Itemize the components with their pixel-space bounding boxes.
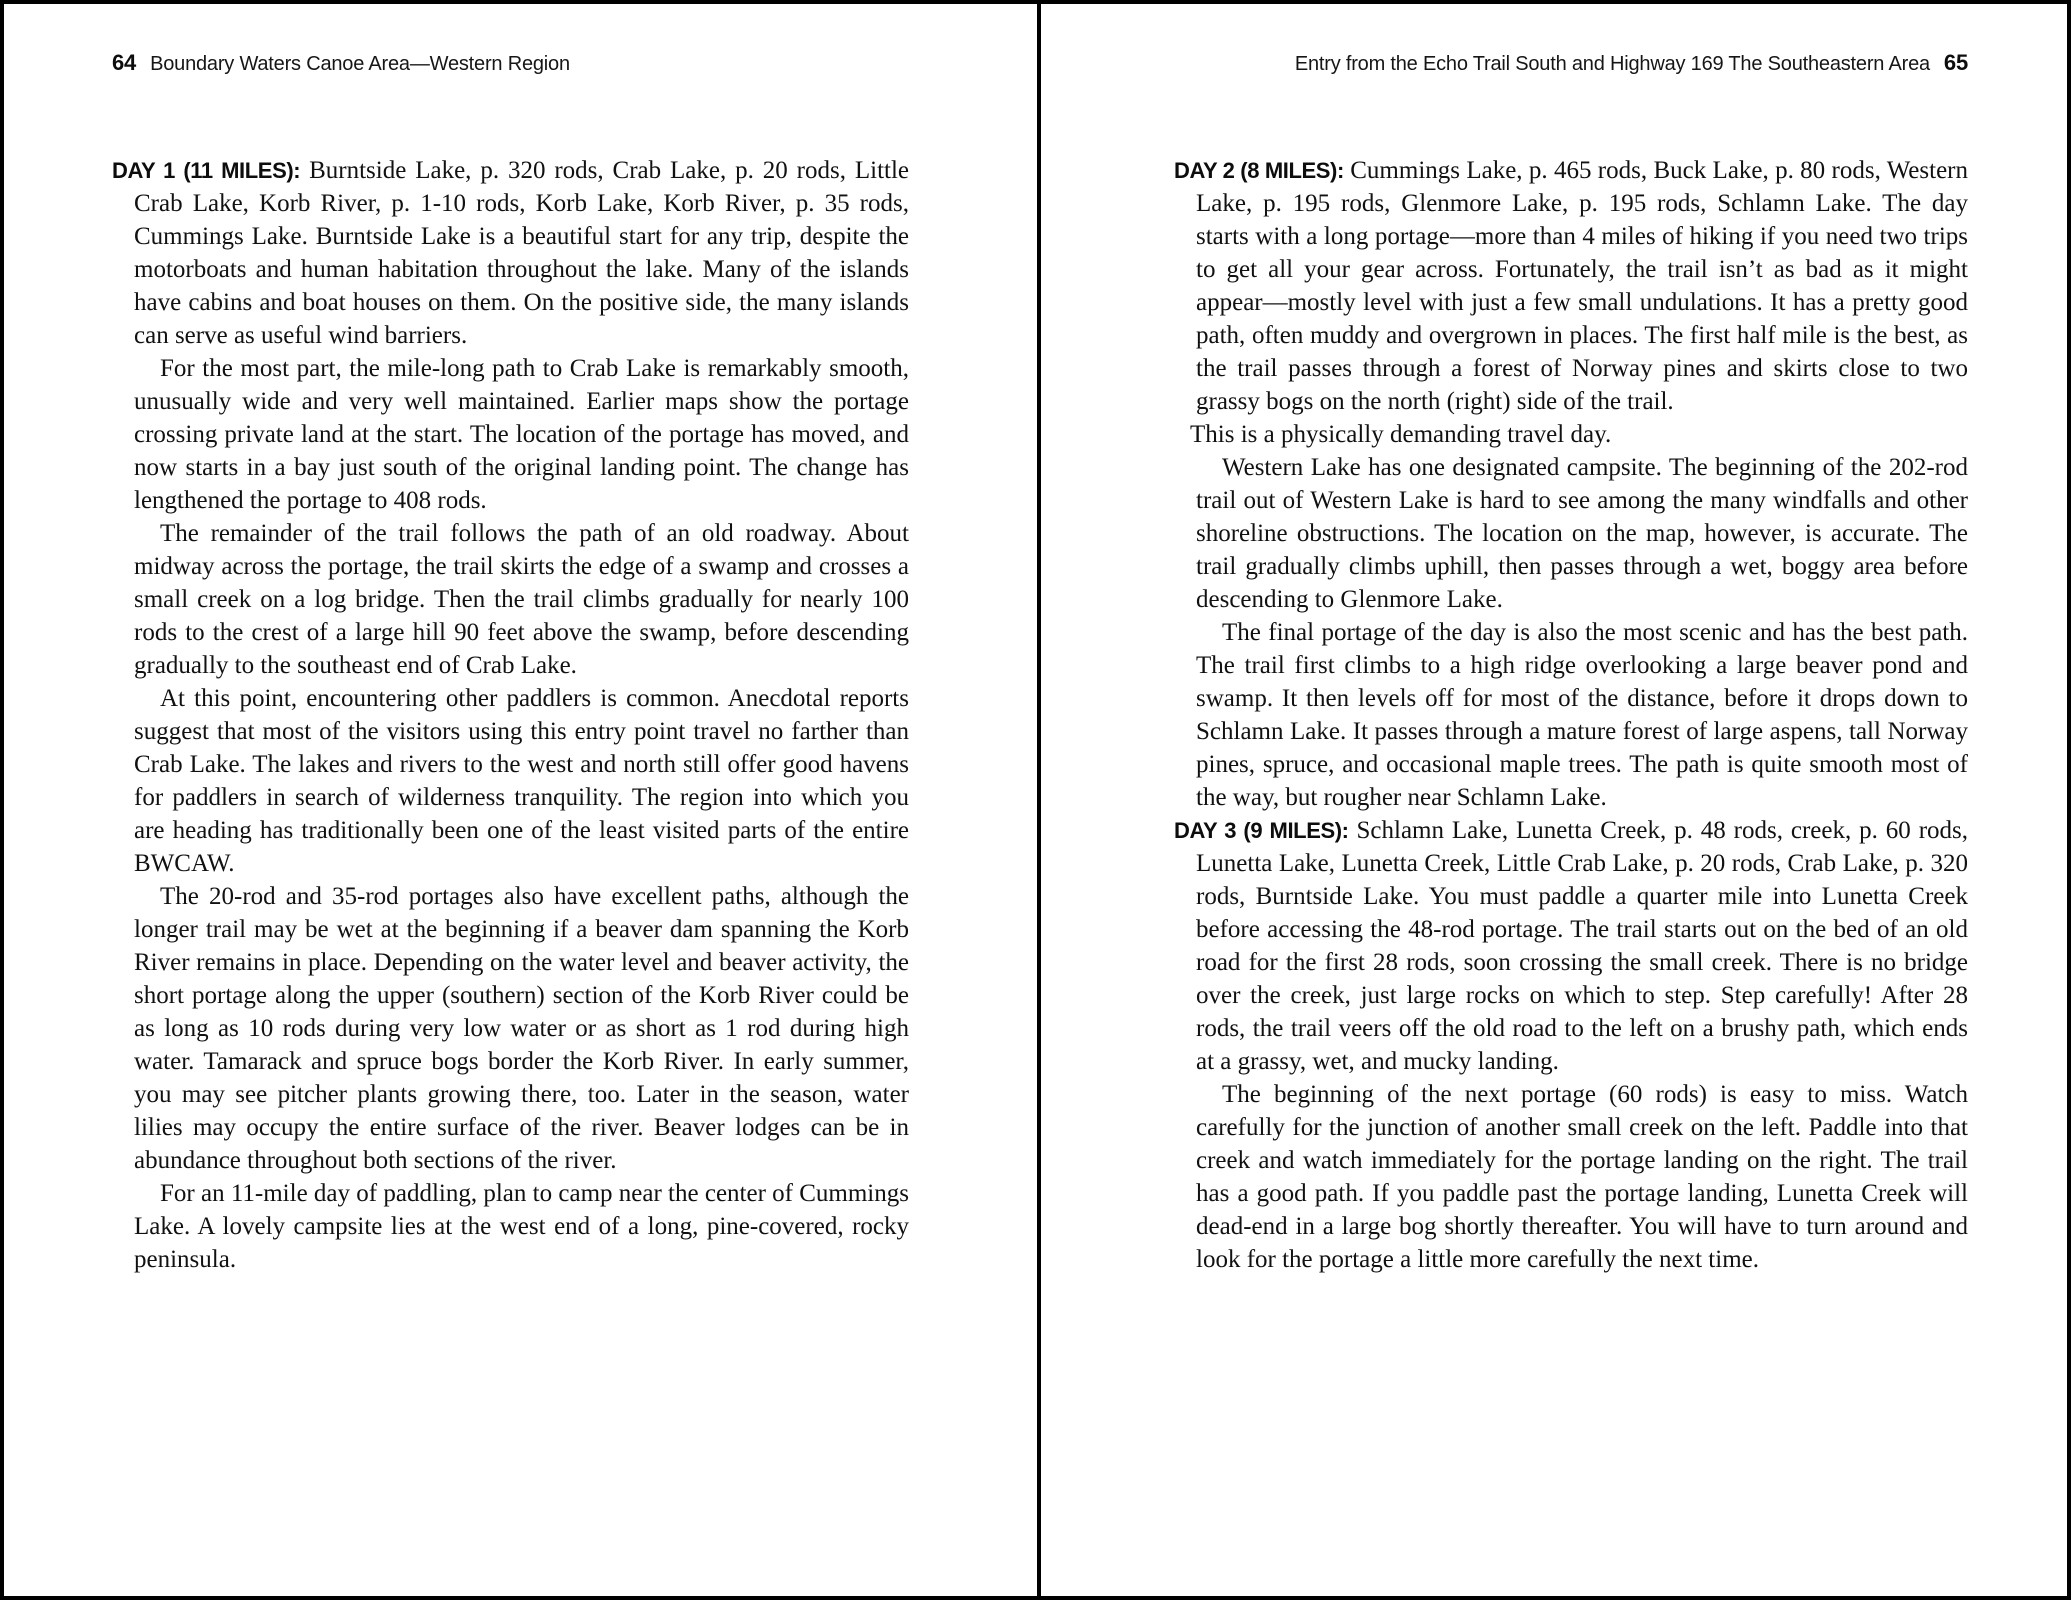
right-header-title: Entry from the Echo Trail South and Highway 169 The Southeastern Area	[1294, 53, 1930, 75]
right-standalone-line: This is a physically demanding travel day.	[1190, 421, 1612, 448]
right-page-body	[1174, 154, 1968, 1276]
day-2-text: Cummings Lake, p. 465 rods, Buck Lake, p. 80 rods, Western Lake, p. 195 rods, Glenmore Lake, p. 195 rods, Schlamn Lake. The day starts with a long portage—more than 4 miles of hiking if you need two trips to get all your gear across. Fortunately, the trail isn’t as bad as it might appear—mostly level with just a few small undulations. It has a pretty good path, often muddy and overgrown in places. The first half mile is the best, as the trail passes through a forest of Norway pines and skirts close to two grassy bogs on the north (right) side of the trail.	[1196, 157, 1968, 415]
left-paragraph-5: The 20-rod and 35-rod portages also have excellent paths, although the longer trail may be wet at the beginning if a beaver dam spanning the Korb River remains in place. Depending on the water level and beaver activity, the short portage along the upper (southern) section of the Korb River could be as long as 10 rods during very low water or as short as 1 rod during high water. Tamarack and spruce bogs border the Korb River. In early summer, you may see pitcher plants growing there, too. Later in the season, water lilies may occupy the entire surface of the river. Beaver lodges can be in abundance throughout both sections of the river.	[134, 883, 909, 1174]
day-1-text: Burntside Lake, p. 320 rods, Crab Lake, p. 20 rods, Little Crab Lake, Korb River, p. 1-10 rods, Korb Lake, Korb River, p. 35 rods, Cummings Lake. Burntside Lake is a beautiful start for any trip, despite the motorboats and human habitation throughout the lake. Many of the islands have cabins and boat houses on them. On the positive side, the many islands can serve as useful wind barriers.	[134, 157, 910, 349]
day-2-paragraph	[1174, 154, 1968, 418]
day-3-text: Schlamn Lake, Lunetta Creek, p. 48 rods, creek, p. 60 rods, Lunetta Lake, Lunetta Creek, Little Crab Lake, p. 20 rods, Crab Lake, p. 320 rods, Burntside Lake. You must paddle a quarter mile into Lunetta Creek before accessing the 48-rod portage. The trail starts out on the bed of an old road for the first 28 rods, soon crossing the small creek. There is no bridge over the creek, just large rocks on which to step. Step carefully! After 28 rods, the trail veers off the old road to the left on a brushy path, which ends at a grassy, wet, and mucky landing.	[1196, 817, 1968, 1075]
day-1-label: DAY 1 (11 MILES):	[112, 158, 301, 183]
right-running-header	[1174, 50, 1968, 76]
left-paragraph-2: For the most part, the mile-long path to Crab Lake is remarkably smooth, unusually wide and very well maintained. Earlier maps show the portage crossing private land at the start. The location of the portage has moved, and now starts in a bay just south of the original landing point. The change has lengthened the portage to 408 rods.	[134, 355, 909, 514]
right-paragraph-3: Western Lake has one designated campsite. The beginning of the 202-rod trail out of Western Lake is hard to see among the many windfalls and other shoreline obstructions. The location on the map, however, is accurate. The trail gradually climbs uphill, then passes through a wet, boggy area before descending to Glenmore Lake.	[1196, 454, 1968, 613]
day-3-label: DAY 3 (9 MILES):	[1174, 818, 1349, 843]
page-gutter-divider	[1037, 4, 1041, 1600]
left-paragraph-4: At this point, encountering other paddlers is common. Anecdotal reports suggest that most of the visitors using this entry point travel no farther than Crab Lake. The lakes and rivers to the west and north still offer good havens for paddlers in search of wilderness tranquility. The region into which you are heading has traditionally been one of the least visited parts of the entire BWCAW.	[134, 685, 909, 877]
day-3-paragraph	[1174, 814, 1968, 1078]
right-paragraph-4: The final portage of the day is also the most scenic and has the best path. The trail first climbs to a high ridge overlooking a large beaver pond and swamp. It then levels off for most of the distance, before it drops down to Schlamn Lake. It passes through a mature forest of large aspens, tall Norway pines, spruce, and occasional maple trees. The path is quite smooth most of the way, but rougher near Schlamn Lake.	[1196, 619, 1968, 811]
left-running-header	[112, 50, 909, 76]
right-paragraph-6: The beginning of the next portage (60 rods) is easy to miss. Watch carefully for the junction of another small creek on the left. Paddle into that creek and watch immediately for the portage landing on the right. The trail has a good path. If you paddle past the portage landing, Lunetta Creek will dead-end in a large bog shortly thereafter. You will have to turn around and look for the portage a little more carefully the next time.	[1196, 1081, 1968, 1273]
right-page-number: 65	[1943, 50, 1968, 75]
day-1-paragraph	[112, 154, 909, 352]
left-page-body	[112, 154, 909, 1276]
left-paragraph-3: The remainder of the trail follows the path of an old roadway. About midway across the portage, the trail skirts the edge of a swamp and crosses a small creek on a log bridge. Then the trail climbs gradually for nearly 100 rods to the crest of a large hill 90 feet above the swamp, before descending gradually to the southeast end of Crab Lake.	[134, 520, 909, 679]
left-paragraph-6: For an 11-mile day of paddling, plan to camp near the center of Cummings Lake. A lovely campsite lies at the west end of a long, pine-covered, rocky peninsula.	[134, 1180, 909, 1273]
left-header-title: Boundary Waters Canoe Area—Western Region	[150, 53, 570, 75]
day-2-label: DAY 2 (8 MILES):	[1174, 158, 1344, 183]
left-page-number: 64	[112, 50, 137, 75]
